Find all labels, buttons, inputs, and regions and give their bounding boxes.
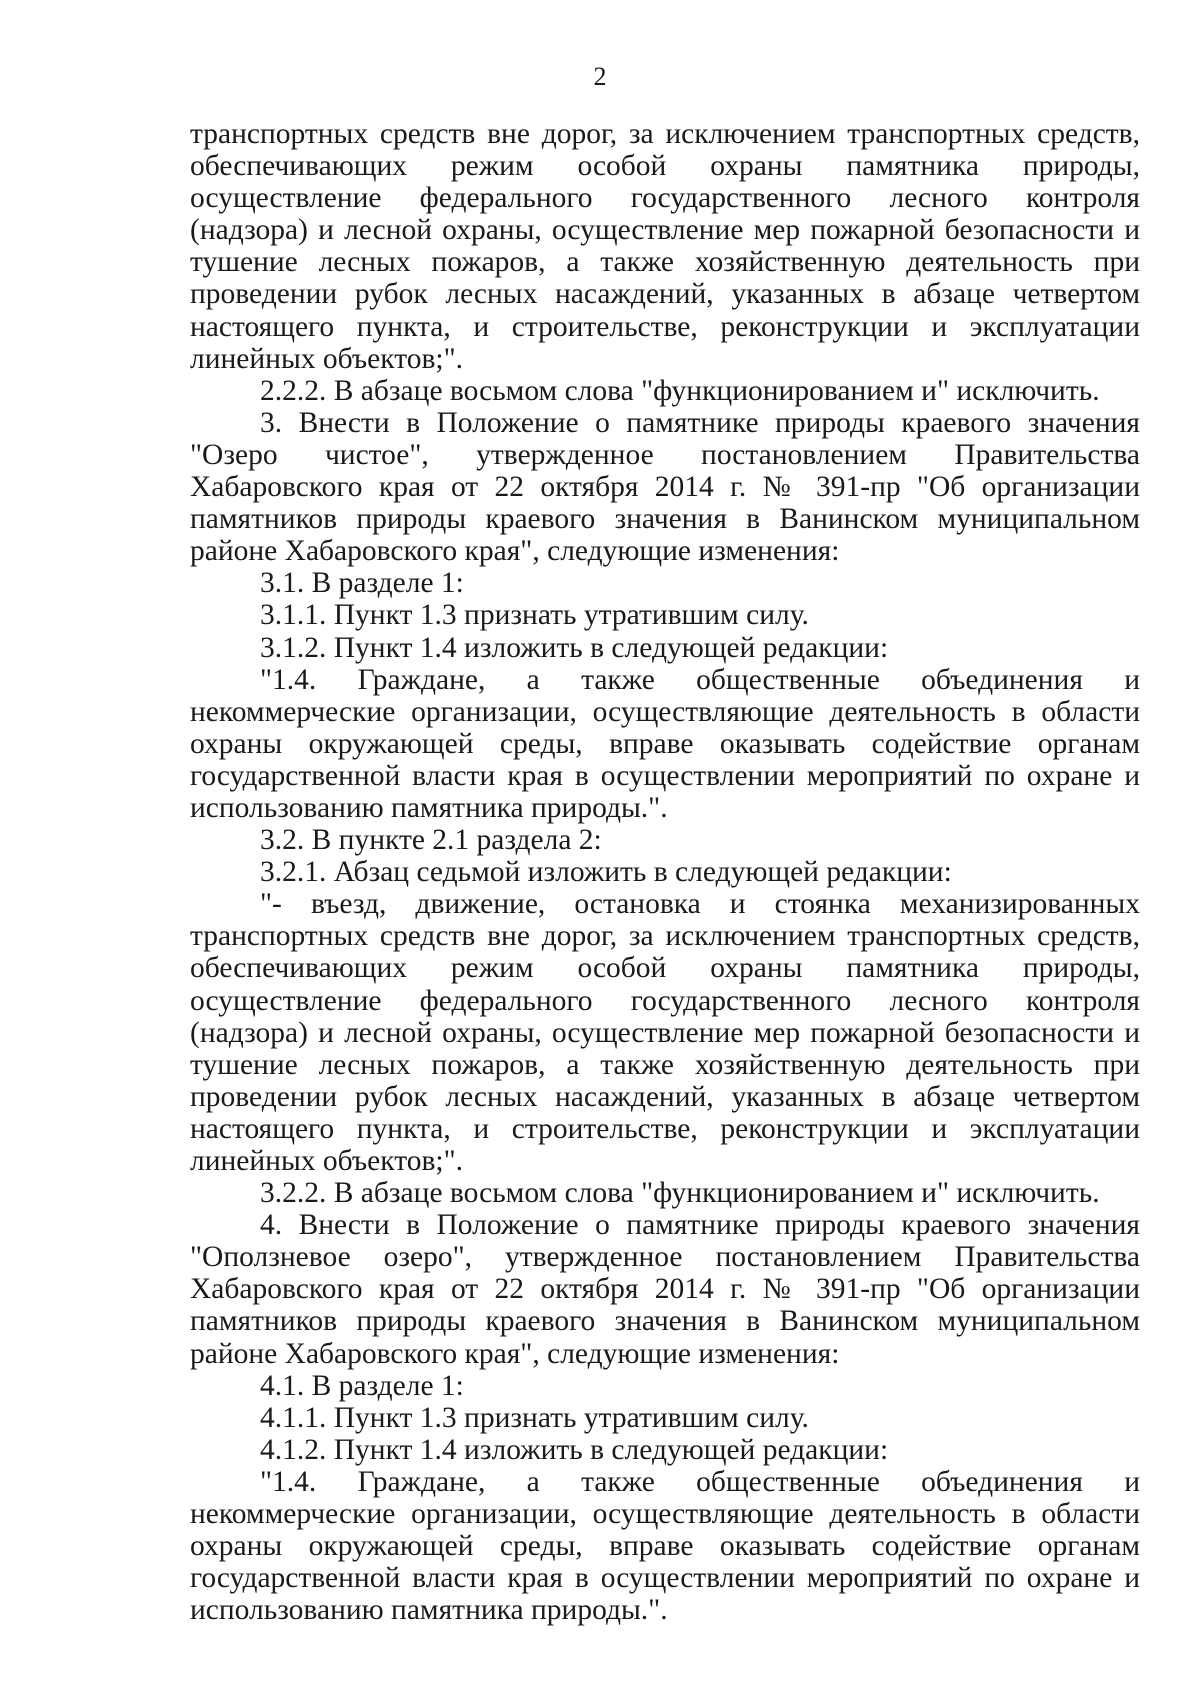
paragraph: 3.1.2. Пункт 1.4 изложить в следующей редакции:: [260, 631, 889, 664]
paragraph: 3.1.1. Пункт 1.3 признать утратившим силу.: [260, 599, 809, 632]
paragraph: 4.1. В разделе 1:: [260, 1369, 464, 1402]
paragraph: 4. Внести в Положение о памятнике природы краевого значения "Оползневое озеро", утвержденное постановлением Правительства Хабаровского края от 22 октября 2014 г. № 391-пр "Об организации памятников природы краевого значения в Ванинском муниципальном районе Хабаровского края", следующие изменения:: [190, 1209, 1140, 1370]
paragraph: 4.1.1. Пункт 1.3 признать утратившим силу.: [260, 1401, 809, 1434]
paragraph: 4.1.2. Пункт 1.4 изложить в следующей редакции:: [260, 1433, 889, 1466]
paragraph: 2.2.2. В абзаце восьмом слова "функционированием и" исключить.: [260, 374, 1100, 407]
paragraph: 3. Внести в Положение о памятнике природы краевого значения "Озеро чистое", утвержденное постановлением Правительства Хабаровского края от 22 октября 2014 г. № 391-пр "Об организации памятников природы краевого значения в Ванинском муниципальном районе Хабаровского края", следующие изменения:: [190, 406, 1140, 568]
paragraph: 3.2.2. В абзаце восьмом слова "функционированием и" исключить.: [260, 1177, 1100, 1210]
paragraph: 3.1. В разделе 1:: [260, 567, 464, 600]
paragraph: "1.4. Граждане, а также общественные объединения и некоммерческие организации, осуществляющие деятельность в области охраны окружающей среды, вправе оказывать содействие органам государственной власти края в осуществлении мероприятий по охране и использованию памятника природы.".: [190, 663, 1140, 824]
paragraph: транспортных средств вне дорог, за исключением транспортных средств, обеспечивающих режим особой охраны памятника природы, осуществление федерального государственного лесного контроля (надзора) и лесной охраны, осуществление мер пожарной безопасности и тушение лесных пожаров, а также хозяйственную деятельность при проведении рубок лесных насаждений, указанных в абзаце четвертом настоящего пункта, и строительстве, реконструкции и эксплуатации линейных объектов;".: [190, 118, 1140, 375]
document-body: [190, 118, 1140, 1626]
paragraph: "1.4. Граждане, а также общественные объединения и некоммерческие организации, осуществляющие деятельность в области охраны окружающей среды, вправе оказывать содействие органам государственной власти края в осуществлении мероприятий по охране и использованию памятника природы.".: [190, 1465, 1140, 1627]
paragraph: 3.2. В пункте 2.1 раздела 2:: [260, 824, 602, 857]
page-number: 2: [593, 62, 607, 91]
paragraph: "- въезд, движение, остановка и стоянка механизированных транспортных средств вне дорог, за исключением транспортных средств, обеспечивающих режим особой охраны памятника природы, осуществление федерального государственного лесного контроля (надзора) и лесной охраны, осуществление мер пожарной безопасности и тушение лесных пожаров, а также хозяйственную деятельность при проведении рубок лесных насаждений, указанных в абзаце четвертом настоящего пункта, и строительстве, реконструкции и эксплуатации линейных объектов;".: [190, 888, 1140, 1177]
paragraph: 3.2.1. Абзац седьмой изложить в следующей редакции:: [260, 856, 952, 889]
